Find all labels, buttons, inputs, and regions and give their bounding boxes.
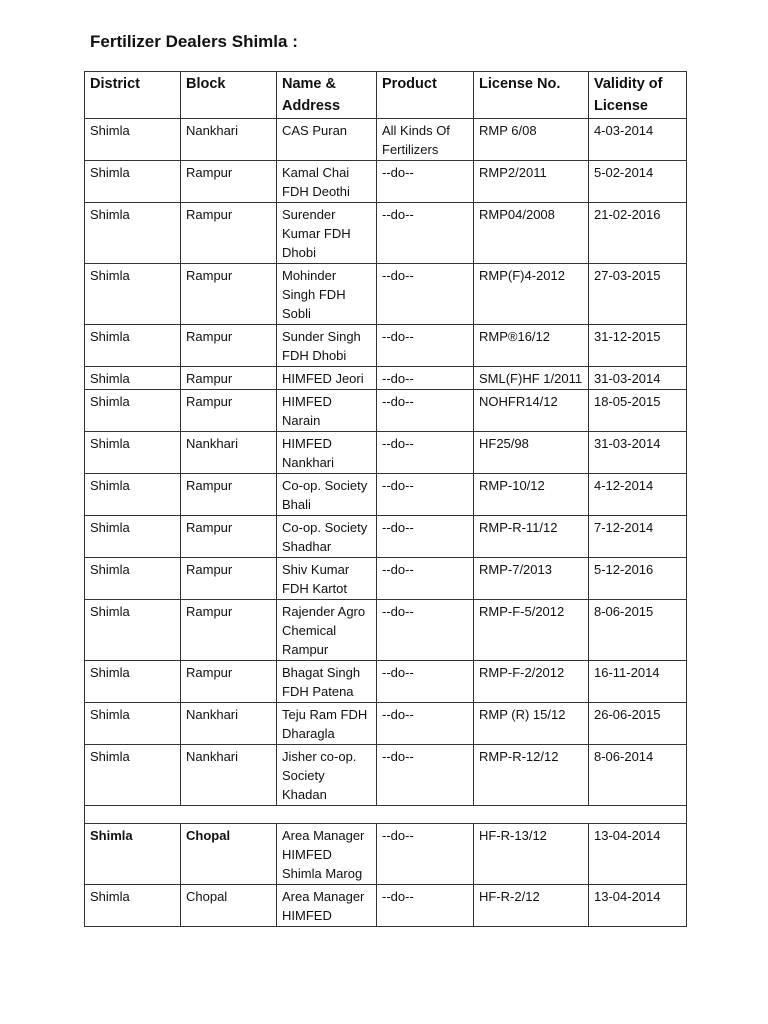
validity-cell: 31-12-2015 — [589, 325, 687, 367]
product-cell: --do-- — [377, 745, 474, 806]
product-cell: --do-- — [377, 885, 474, 927]
name-address-cell: Sunder Singh FDH Dhobi — [277, 325, 377, 367]
license-no-cell: HF25/98 — [474, 432, 589, 474]
product-cell: --do-- — [377, 558, 474, 600]
table-row — [85, 264, 687, 325]
header-product: Product — [377, 72, 474, 119]
district-cell: Shimla — [85, 703, 181, 745]
license-no-cell: HF-R-13/12 — [474, 824, 589, 885]
block-cell: Rampur — [181, 558, 277, 600]
district-cell: Shimla — [85, 119, 181, 161]
district-cell: Shimla — [85, 516, 181, 558]
name-address-cell: Co-op. Society Shadhar — [277, 516, 377, 558]
dealers-table — [84, 71, 687, 927]
table-row — [85, 600, 687, 661]
validity-cell: 13-04-2014 — [589, 824, 687, 885]
name-address-cell: Bhagat Singh FDH Patena — [277, 661, 377, 703]
table-row — [85, 474, 687, 516]
validity-cell: 31-03-2014 — [589, 367, 687, 390]
header-license-no: License No. — [474, 72, 589, 119]
license-no-cell: RMP 6/08 — [474, 119, 589, 161]
header-district: District — [85, 72, 181, 119]
license-no-cell: NOHFR14/12 — [474, 390, 589, 432]
name-address-cell: Jisher co-op. Society Khadan — [277, 745, 377, 806]
block-cell: Rampur — [181, 390, 277, 432]
district-cell: Shimla — [85, 390, 181, 432]
district-cell: Shimla — [85, 474, 181, 516]
product-cell: --do-- — [377, 516, 474, 558]
license-no-cell: RMP-F-2/2012 — [474, 661, 589, 703]
name-address-cell: HIMFED Narain — [277, 390, 377, 432]
name-address-cell: Kamal Chai FDH Deothi — [277, 161, 377, 203]
table-row — [85, 703, 687, 745]
validity-cell: 5-12-2016 — [589, 558, 687, 600]
table-row — [85, 661, 687, 703]
district-cell: Shimla — [85, 885, 181, 927]
spacer-cell — [85, 806, 687, 824]
name-address-cell: Shiv Kumar FDH Kartot — [277, 558, 377, 600]
district-cell: Shimla — [85, 745, 181, 806]
license-no-cell: RMP04/2008 — [474, 203, 589, 264]
table-row — [85, 367, 687, 390]
block-cell: Rampur — [181, 600, 277, 661]
name-address-cell: HIMFED Jeori — [277, 367, 377, 390]
district-cell: Shimla — [85, 264, 181, 325]
validity-cell: 27-03-2015 — [589, 264, 687, 325]
table-row — [85, 119, 687, 161]
product-cell: --do-- — [377, 325, 474, 367]
product-cell: --do-- — [377, 600, 474, 661]
table-header-row — [85, 72, 687, 119]
name-address-cell: CAS Puran — [277, 119, 377, 161]
block-cell: Rampur — [181, 264, 277, 325]
product-cell: --do-- — [377, 390, 474, 432]
table-row — [85, 390, 687, 432]
block-cell: Rampur — [181, 161, 277, 203]
table-row — [85, 558, 687, 600]
header-name-address: Name & Address — [277, 72, 377, 119]
district-cell: Shimla — [85, 600, 181, 661]
block-cell: Rampur — [181, 367, 277, 390]
license-no-cell: RMP-7/2013 — [474, 558, 589, 600]
license-no-cell: RMP-F-5/2012 — [474, 600, 589, 661]
table-row — [85, 161, 687, 203]
validity-cell: 18-05-2015 — [589, 390, 687, 432]
product-cell: All Kinds Of Fertilizers — [377, 119, 474, 161]
validity-cell: 21-02-2016 — [589, 203, 687, 264]
block-cell: Nankhari — [181, 703, 277, 745]
name-address-cell: Mohinder Singh FDH Sobli — [277, 264, 377, 325]
district-cell: Shimla — [85, 558, 181, 600]
product-cell: --do-- — [377, 474, 474, 516]
license-no-cell: SML(F)HF 1/2011 — [474, 367, 589, 390]
name-address-cell: Area Manager HIMFED Shimla Marog — [277, 824, 377, 885]
validity-cell: 31-03-2014 — [589, 432, 687, 474]
table-row — [85, 516, 687, 558]
license-no-cell: RMP-10/12 — [474, 474, 589, 516]
block-cell: Nankhari — [181, 432, 277, 474]
validity-cell: 5-02-2014 — [589, 161, 687, 203]
district-cell: Shimla — [85, 203, 181, 264]
block-cell: Rampur — [181, 325, 277, 367]
block-cell: Nankhari — [181, 119, 277, 161]
license-no-cell: RMP-R-11/12 — [474, 516, 589, 558]
header-block: Block — [181, 72, 277, 119]
district-cell: Shimla — [85, 432, 181, 474]
license-no-cell: RMP(F)4-2012 — [474, 264, 589, 325]
validity-cell: 13-04-2014 — [589, 885, 687, 927]
name-address-cell: Rajender Agro Chemical Rampur — [277, 600, 377, 661]
validity-cell: 4-12-2014 — [589, 474, 687, 516]
page-title: Fertilizer Dealers Shimla : — [90, 32, 298, 51]
block-cell: Chopal — [181, 885, 277, 927]
district-cell: Shimla — [85, 325, 181, 367]
table-row — [85, 325, 687, 367]
validity-cell: 7-12-2014 — [589, 516, 687, 558]
block-cell: Rampur — [181, 474, 277, 516]
table-row — [85, 432, 687, 474]
name-address-cell: Co-op. Society Bhali — [277, 474, 377, 516]
product-cell: --do-- — [377, 661, 474, 703]
header-validity: Validity of License — [589, 72, 687, 119]
product-cell: --do-- — [377, 367, 474, 390]
district-cell: Shimla — [85, 661, 181, 703]
validity-cell: 16-11-2014 — [589, 661, 687, 703]
license-no-cell: RMP®16/12 — [474, 325, 589, 367]
block-cell: Chopal — [181, 824, 277, 885]
spacer-row — [85, 806, 687, 824]
table-row — [85, 824, 687, 885]
validity-cell: 26-06-2015 — [589, 703, 687, 745]
product-cell: --do-- — [377, 161, 474, 203]
validity-cell: 4-03-2014 — [589, 119, 687, 161]
block-cell: Rampur — [181, 661, 277, 703]
product-cell: --do-- — [377, 264, 474, 325]
block-cell: Nankhari — [181, 745, 277, 806]
validity-cell: 8-06-2014 — [589, 745, 687, 806]
name-address-cell: Surender Kumar FDH Dhobi — [277, 203, 377, 264]
name-address-cell: Teju Ram FDH Dharagla — [277, 703, 377, 745]
license-no-cell: RMP2/2011 — [474, 161, 589, 203]
product-cell: --do-- — [377, 703, 474, 745]
license-no-cell: RMP-R-12/12 — [474, 745, 589, 806]
table-row — [85, 745, 687, 806]
license-no-cell: HF-R-2/12 — [474, 885, 589, 927]
block-cell: Rampur — [181, 516, 277, 558]
product-cell: --do-- — [377, 203, 474, 264]
product-cell: --do-- — [377, 432, 474, 474]
district-cell: Shimla — [85, 161, 181, 203]
table-row — [85, 885, 687, 927]
block-cell: Rampur — [181, 203, 277, 264]
name-address-cell: Area Manager HIMFED — [277, 885, 377, 927]
name-address-cell: HIMFED Nankhari — [277, 432, 377, 474]
license-no-cell: RMP (R) 15/12 — [474, 703, 589, 745]
validity-cell: 8-06-2015 — [589, 600, 687, 661]
district-cell: Shimla — [85, 824, 181, 885]
table-row — [85, 203, 687, 264]
district-cell: Shimla — [85, 367, 181, 390]
product-cell: --do-- — [377, 824, 474, 885]
